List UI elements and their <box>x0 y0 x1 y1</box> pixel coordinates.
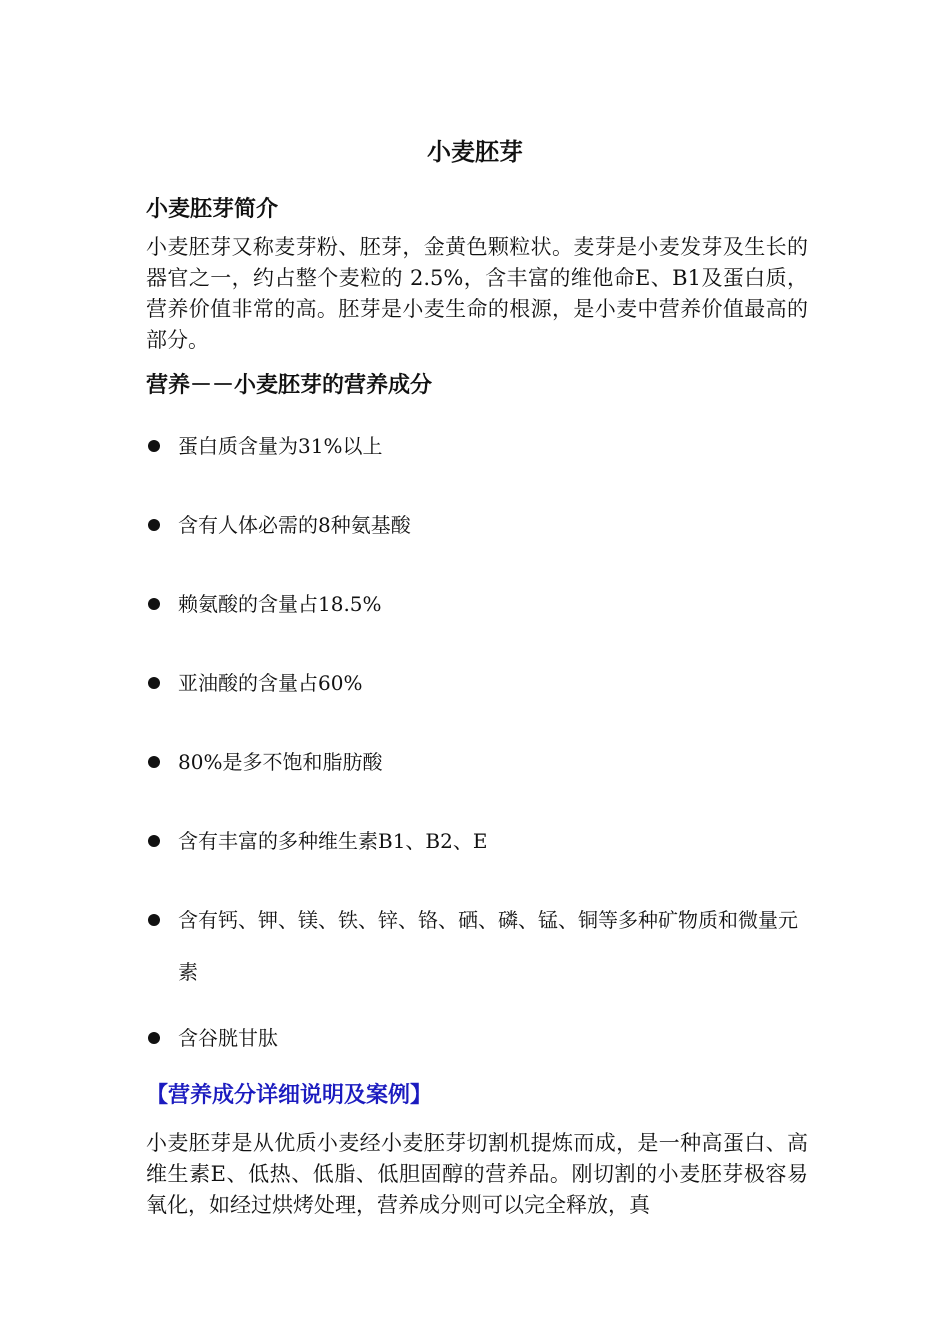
section-heading-intro: 小麦胚芽简介 <box>146 197 279 222</box>
section-heading-nutrition: 营养－－小麦胚芽的营养成分 <box>146 373 433 398</box>
nutrition-list <box>146 420 816 1091</box>
intro-paragraph: 小麦胚芽又称麦芽粉、胚芽，金黄色颗粒状。麦芽是小麦发芽及生长的器官之一，约占整个麦粒的 2.5%，含丰富的维他命E、B1及蛋白质，营养价值非常的高。胚芽是小麦生命的根源，是小麦中营养价值最高的部分。 <box>146 235 808 352</box>
list-item-text: 80%是多不饱和脂肪酸 <box>178 750 383 774</box>
bullet-icon <box>148 835 160 847</box>
list-item <box>146 578 816 657</box>
list-item-text: 含有人体必需的8种氨基酸 <box>178 513 411 537</box>
list-item <box>146 736 816 815</box>
list-item-text: 亚油酸的含量占60% <box>178 671 363 695</box>
bullet-icon <box>148 756 160 768</box>
list-item <box>146 894 816 1012</box>
bullet-icon <box>148 914 160 926</box>
bullet-icon <box>148 677 160 689</box>
list-item <box>146 657 816 736</box>
list-item <box>146 815 816 894</box>
bullet-icon <box>148 598 160 610</box>
bullet-icon <box>148 440 160 452</box>
list-item-text: 含谷胱甘肽 <box>178 1026 278 1050</box>
list-item-text: 含有丰富的多种维生素B1、B2、E <box>178 829 488 853</box>
bullet-icon <box>148 519 160 531</box>
section-heading-details: 【营养成分详细说明及案例】 <box>146 1083 433 1108</box>
list-item <box>146 499 816 578</box>
bullet-icon <box>148 1032 160 1044</box>
details-paragraph: 小麦胚芽是从优质小麦经小麦胚芽切割机提炼而成，是一种高蛋白、高维生素E、低热、低脂、低胆固醇的营养品。刚切割的小麦胚芽极容易氧化，如经过烘烤处理，营养成分则可以完全释放，真 <box>146 1131 808 1217</box>
list-item-text: 蛋白质含量为31%以上 <box>178 434 383 458</box>
page-title: 小麦胚芽 <box>427 138 523 166</box>
list-item-text: 赖氨酸的含量占18.5% <box>178 592 382 616</box>
list-item-text: 含有钙、钾、镁、铁、锌、铬、硒、磷、锰、铜等多种矿物质和微量元素 <box>178 908 798 984</box>
list-item <box>146 420 816 499</box>
